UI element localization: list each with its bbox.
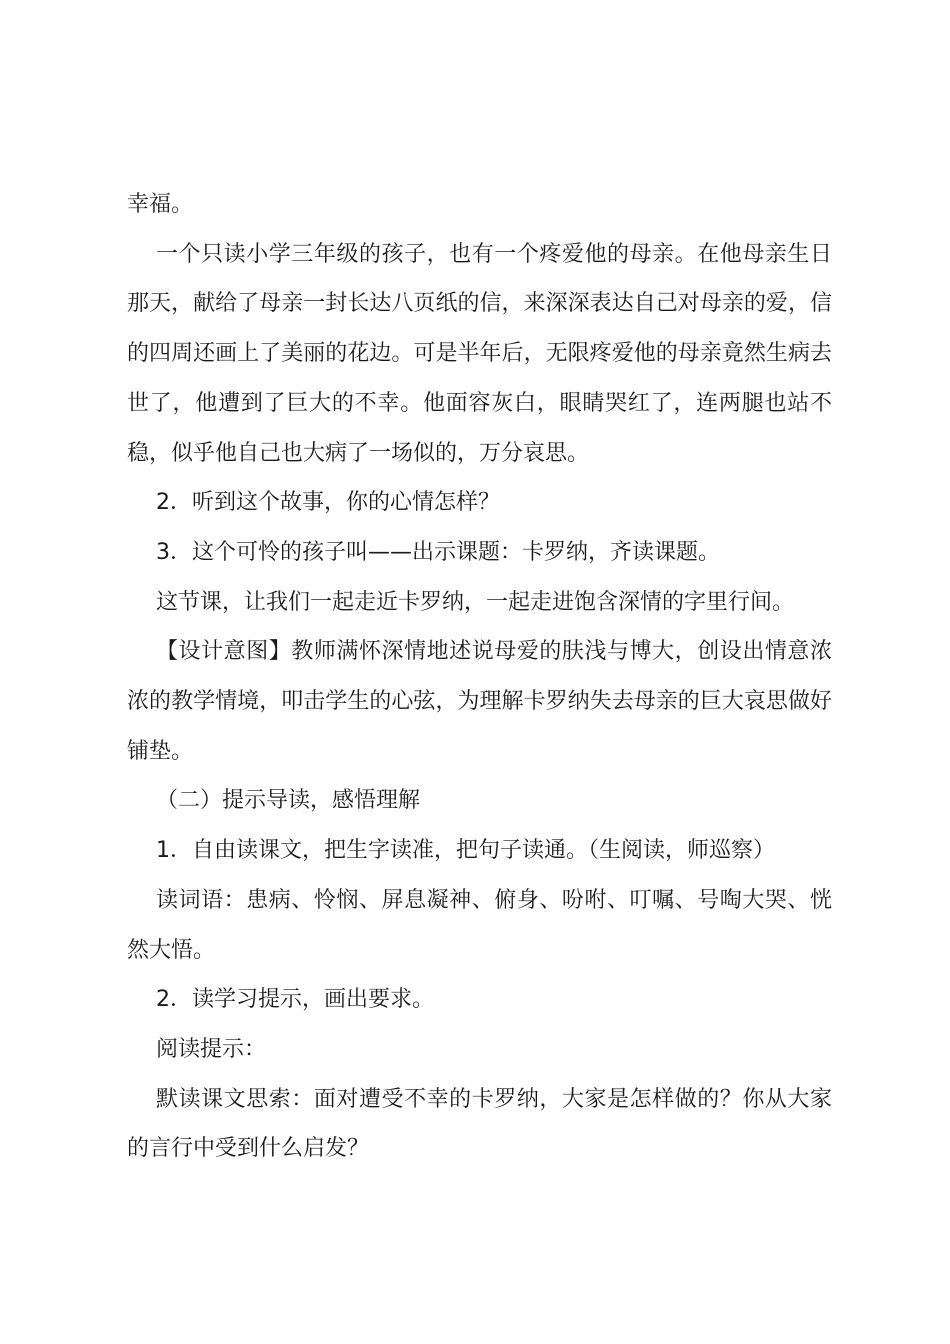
- paragraph-1: 幸福。: [127, 192, 194, 217]
- paragraph-7: （二）提示导读，感悟理解: [156, 788, 421, 814]
- paragraph-5: 这节课，让我们一起走近卡罗纳，一起走进饱含深情的字里行间。: [156, 589, 795, 615]
- paragraph-6: 【设计意图】教师满怀深情地述说母爱的肤浅与博大，创设出情意浓浓的教学情境，叩击学生的心弦，为理解卡罗纳失去母亲的巨大哀思做好铺垫。: [127, 639, 832, 764]
- paragraph-11: 阅读提示：: [156, 1036, 267, 1062]
- paragraph-9: 读词语：患病、怜悯、屏息凝神、俯身、吩咐、叮嘱、号啕大哭、恍然大悟。: [127, 887, 832, 963]
- paragraph-3: 2．听到这个故事，你的心情怎样？: [156, 490, 500, 516]
- paragraph-2: 一个只读小学三年级的孩子，也有一个疼爱他的母亲。在他母亲生日那天，献给了母亲一封长达八页纸的信，来深深表达自己对母亲的爱，信的四周还画上了美丽的花边。可是半年后，无限疼爱他的母亲竟然生病去世了，他遭到了巨大的不幸。他面容灰白，眼睛哭红了，连两腿也站不稳，似乎他自己也大病了一场似的，万分哀思。: [127, 241, 832, 466]
- document-page: [127, 180, 832, 1174]
- paragraph-12: 默读课文思索：面对遭受不幸的卡罗纳，大家是怎样做的？你从大家的言行中受到什么启发？: [127, 1086, 832, 1162]
- paragraph-8: 1．自由读课文，把生字读准，把句子读通。（生阅读，师巡察）: [156, 838, 775, 864]
- paragraph-4: 3．这个可怜的孩子叫——出示课题：卡罗纳，齐读课题。: [156, 539, 720, 565]
- paragraph-10: 2．读学习提示，画出要求。: [156, 987, 434, 1013]
